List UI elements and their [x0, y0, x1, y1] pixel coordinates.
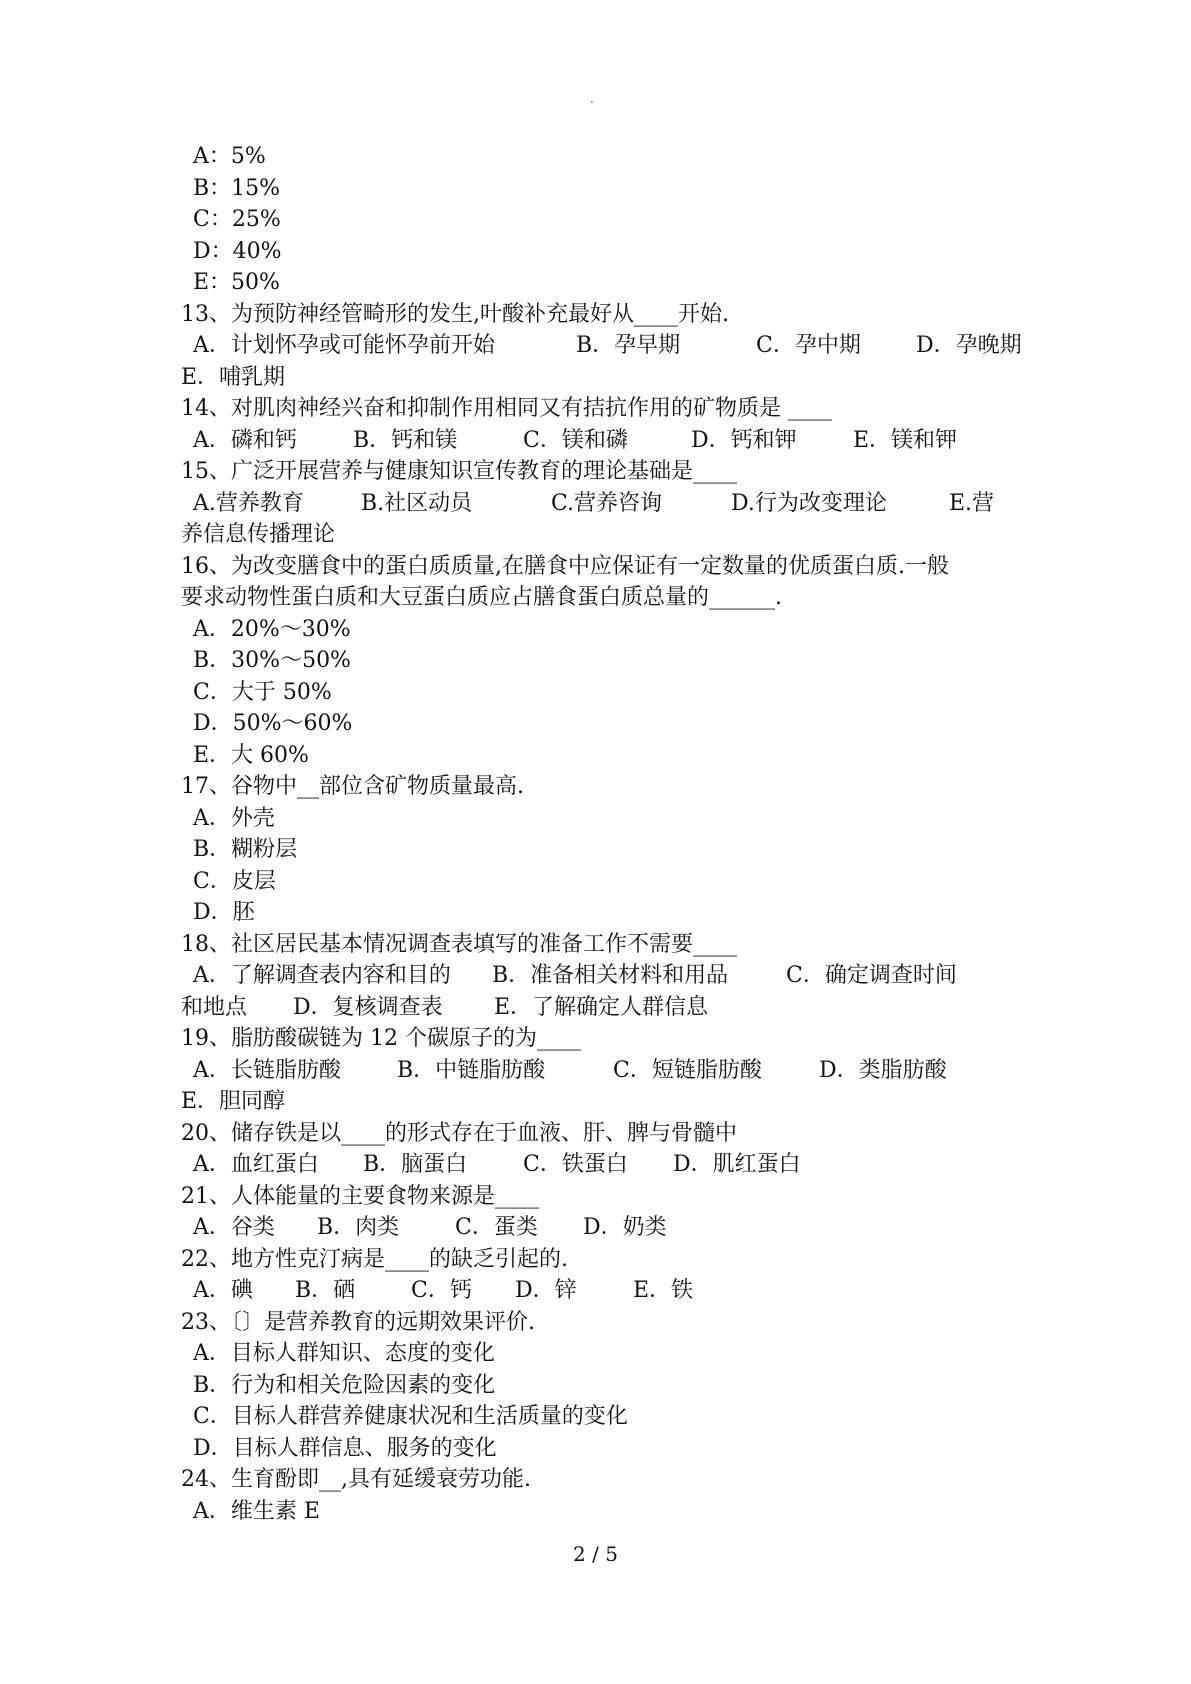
- text-line: C．皮层: [193, 868, 276, 894]
- text-line: A．外壳: [193, 805, 275, 831]
- text-line: B．行为和相关危险因素的变化: [193, 1372, 496, 1398]
- answer-option: A．计划怀孕或可能怀孕前开始: [193, 333, 495, 358]
- text-line: D．胚: [193, 900, 255, 925]
- text-line: [181, 330, 1022, 362]
- answer-option: A．长链脂肪酸: [193, 1057, 341, 1083]
- answer-option: D．复核调查表: [293, 994, 443, 1020]
- text-line: A．20%～30%: [193, 616, 351, 642]
- text-line: A．维生素 E: [193, 1498, 320, 1524]
- text-line: [181, 1212, 1016, 1244]
- text-line: 养信息传播理论: [181, 522, 336, 547]
- text-line: 19、脂肪酸碳链为 12 个碳原子的为____: [181, 1026, 581, 1051]
- text-line: 13、为预防神经管畸形的发生,叶酸补充最好从____开始.: [181, 301, 729, 327]
- text-line: [181, 1275, 1016, 1307]
- answer-option: B．肉类: [317, 1215, 400, 1240]
- answer-option: B．钙和镁: [353, 427, 458, 453]
- answer-option: A．碘: [193, 1278, 253, 1303]
- answer-option: C．蛋类: [455, 1215, 538, 1240]
- answer-option: B.社区动员: [361, 490, 473, 516]
- answer-option: E．铁: [633, 1278, 694, 1303]
- text-line: 15、广泛开展营养与健康知识宣传教育的理论基础是____: [181, 459, 737, 484]
- text-line: E：50%: [193, 270, 280, 295]
- text-line: E．胆同醇: [181, 1089, 286, 1114]
- answer-option: E．了解确定人群信息: [494, 994, 709, 1020]
- text-line: B．糊粉层: [193, 837, 298, 862]
- text-line: 22、地方性克汀病是____的缺乏引起的.: [181, 1246, 568, 1272]
- answer-option: A.营养教育: [193, 490, 304, 516]
- header-mark: .: [590, 92, 594, 106]
- text-line: 18、社区居民基本情况调查表填写的准备工作不需要____: [181, 931, 737, 957]
- text-line: E．大 60%: [193, 742, 309, 768]
- answer-option: C．确定调查时间: [786, 963, 957, 988]
- answer-option: 和地点: [181, 994, 248, 1020]
- answer-option: D．孕晚期: [916, 333, 1022, 358]
- answer-option: C．孕中期: [756, 333, 861, 358]
- answer-option: B．准备相关材料和用品: [492, 963, 729, 988]
- text-line: 14、对肌肉神经兴奋和抑制作用相同又有拮抗作用的矿物质是 ____: [181, 396, 832, 421]
- page-number: 2 / 5: [573, 1542, 618, 1566]
- text-line: [181, 1055, 1016, 1087]
- answer-option: B．中链脂肪酸: [397, 1057, 546, 1083]
- text-line: [181, 960, 1016, 992]
- text-line: A：5%: [193, 144, 266, 169]
- answer-option: A．磷和钙: [193, 427, 297, 453]
- text-line: B：15%: [193, 175, 281, 201]
- answer-option: D．类脂肪酸: [819, 1057, 947, 1083]
- text-line: 要求动物性蛋白质和大豆蛋白质应占膳食蛋白质总量的______.: [181, 585, 782, 610]
- text-line: B．30%～50%: [193, 648, 351, 673]
- answer-option: E.营: [949, 490, 995, 516]
- answer-option: D．钙和钾: [691, 427, 797, 453]
- answer-option: E．镁和钾: [853, 427, 958, 453]
- question-text-body: [181, 141, 1022, 1527]
- answer-option: A．谷类: [193, 1215, 275, 1240]
- text-line: D：40%: [193, 238, 282, 264]
- text-line: C．大于 50%: [193, 679, 332, 705]
- text-line: D．目标人群信息、服务的变化: [193, 1435, 497, 1461]
- answer-option: C.营养咨询: [551, 490, 663, 516]
- text-line: A．目标人群知识、态度的变化: [193, 1341, 495, 1366]
- text-line: 21、人体能量的主要食物来源是____: [181, 1183, 539, 1209]
- text-line: C．目标人群营养健康状况和生活质量的变化: [193, 1404, 628, 1429]
- answer-option: A．血红蛋白: [193, 1152, 319, 1177]
- text-line: [181, 488, 1016, 520]
- text-line: 24、生育酚即__,具有延缓衰劳功能.: [181, 1467, 531, 1492]
- text-line: 23、〔〕是营养教育的远期效果评价.: [181, 1309, 535, 1335]
- answer-option: C．短链脂肪酸: [613, 1057, 762, 1083]
- text-line: E．哺乳期: [181, 364, 286, 390]
- answer-option: D.行为改变理论: [731, 490, 887, 516]
- answer-option: D．锌: [515, 1278, 577, 1303]
- answer-option: B．脑蛋白: [363, 1152, 468, 1177]
- text-line: [181, 992, 1016, 1024]
- answer-option: C．镁和磷: [523, 427, 628, 453]
- text-line: [181, 1149, 1016, 1181]
- text-line: D．50%～60%: [193, 711, 353, 736]
- answer-option: C．铁蛋白: [523, 1152, 628, 1177]
- text-line: 20、储存铁是以____的形式存在于血液、肝、脾与骨髓中: [181, 1120, 737, 1146]
- text-line: 17、谷物中__部位含矿物质量最高.: [181, 774, 524, 799]
- answer-option: C．钙: [411, 1278, 472, 1303]
- answer-option: D．肌红蛋白: [673, 1152, 801, 1177]
- answer-option: B．硒: [295, 1278, 356, 1303]
- text-line: 16、为改变膳食中的蛋白质质量,在膳食中应保证有一定数量的优质蛋白质.一般: [181, 553, 949, 579]
- answer-option: D．奶类: [583, 1215, 667, 1240]
- text-line: [181, 425, 1016, 457]
- text-line: C：25%: [193, 207, 281, 232]
- answer-option: B．孕早期: [576, 333, 681, 358]
- answer-option: A．了解调查表内容和目的: [193, 963, 451, 988]
